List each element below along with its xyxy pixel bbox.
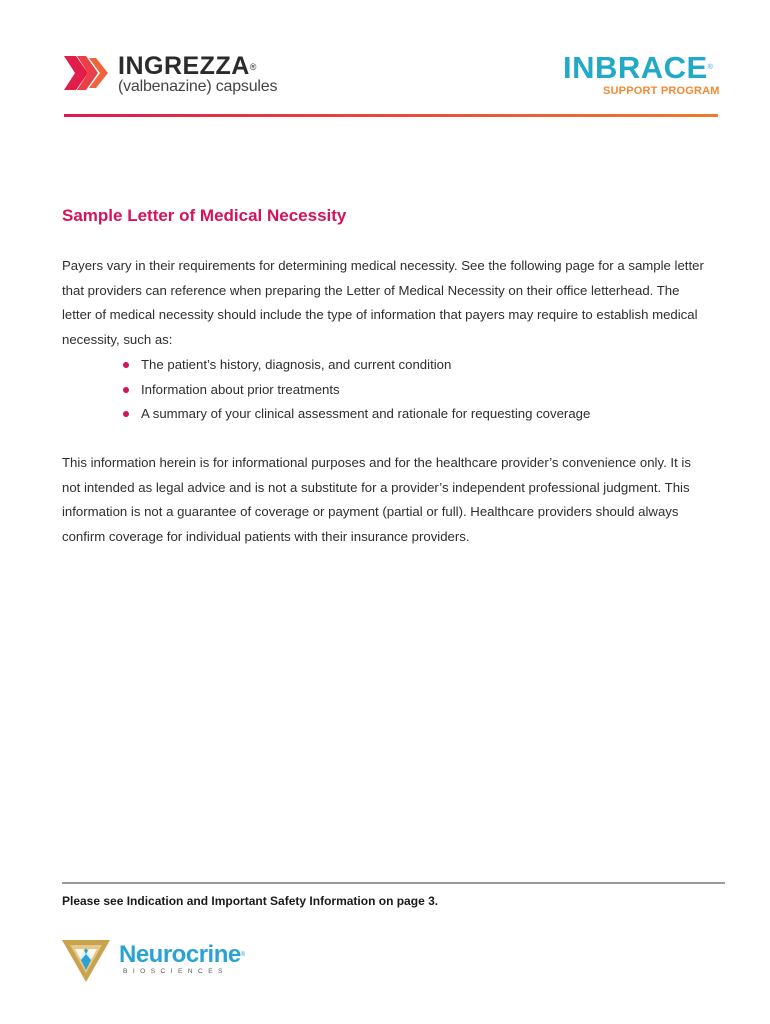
ingrezza-registered-mark: ® (249, 62, 257, 72)
inbrace-subtitle: SUPPORT PROGRAM (603, 85, 720, 97)
list-item (122, 353, 712, 378)
bullet-icon (123, 411, 129, 417)
bullet-icon (123, 387, 129, 393)
inbrace-logo (563, 52, 723, 100)
ingrezza-subtitle: (valbenazine) capsules (118, 78, 278, 95)
ingrezza-name-text: INGREZZA (118, 52, 250, 80)
neurocrine-emblem-icon (62, 938, 110, 982)
ingrezza-wordmark (118, 53, 257, 79)
bullet-icon (123, 362, 129, 368)
list-item-text: A summary of your clinical assessment and rationale for requesting coverage (141, 406, 591, 422)
neurocrine-name-text: Neurocrine (119, 941, 241, 968)
intro-paragraph: Payers vary in their requirements for determining medical necessity. See the following page for a sample letter that providers can reference when preparing the Letter of Medical Necessity on their office letterhead. The letter of medical necessity should include the type of information that payers may require to establish medical necessity, such as: (62, 258, 704, 348)
list-item (122, 402, 712, 427)
inbrace-wordmark (563, 52, 713, 84)
header-divider (64, 114, 718, 117)
requirements-list (62, 353, 712, 427)
list-item (122, 378, 712, 403)
page-header (0, 0, 770, 130)
list-item-text: The patient’s history, diagnosis, and current condition (141, 356, 452, 372)
inbrace-name-text: INBRACE (563, 50, 708, 85)
neurocrine-subtitle: BIOSCIENCES (123, 968, 228, 975)
neurocrine-logo (62, 938, 262, 984)
ingrezza-logo (64, 50, 278, 102)
list-item-text: Information about prior treatments (141, 381, 340, 397)
inbrace-registered-mark: ® (707, 64, 714, 71)
page-title: Sample Letter of Medical Necessity (62, 206, 347, 225)
safety-info-note: Please see Indication and Important Safety Information on page 3. (62, 894, 439, 908)
neurocrine-wordmark (119, 942, 245, 968)
disclaimer-paragraph: This information herein is for informational purposes and for the healthcare provider’s convenience only. It is not intended as legal advice and is not a substitute for a provider’s independent professional judgment. This information is not a guarantee of coverage or payment (partial or full). Healthcare providers should always confirm coverage for individual patients with their insurance providers. (62, 454, 691, 545)
footer-divider (62, 882, 725, 884)
document-body (62, 204, 712, 550)
neurocrine-registered-mark: ® (240, 952, 245, 958)
ingrezza-chevron-icon (64, 52, 112, 94)
